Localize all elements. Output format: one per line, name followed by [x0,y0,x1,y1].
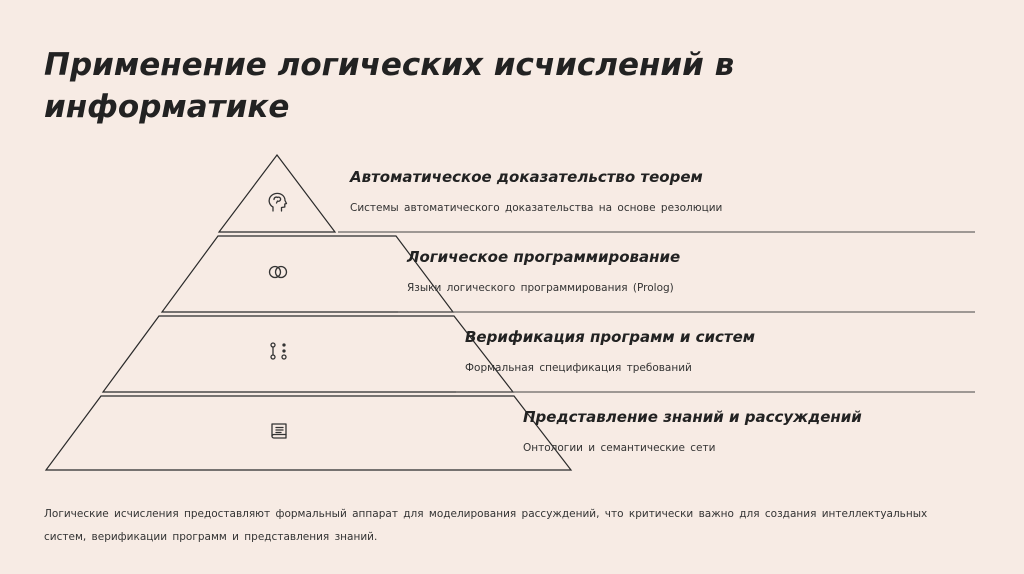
level-4-title: Представление знаний и рассуждений [523,408,862,426]
overlapping-circles-icon [270,267,287,278]
page-title: Применение логических исчислений в информатике [44,47,735,125]
level-4-description: Онтологии и семантические сети [523,442,716,454]
brain-head-icon [269,193,286,211]
level-3-title: Верификация программ и систем [465,328,756,346]
git-branch-icon [271,343,286,359]
level-2-description: Языки логического программирования (Prolog) [407,282,674,294]
level-1-title: Автоматическое доказательство теорем [350,168,703,186]
level-3-description: Формальная спецификация требований [465,362,692,374]
footer-summary: Логические исчисления предоставляют формальный аппарат для моделирования рассуждений, что критически важно для создания интеллектуальных систем, верификации программ и представления знаний. [44,507,928,543]
book-icon [272,424,286,438]
pyramid-tier-3 [103,316,513,392]
level-2-title: Логическое программирование [407,248,681,266]
level-1-description: Системы автоматического доказательства на основе резолюции [350,202,723,214]
pyramid-tier-4 [46,396,571,470]
